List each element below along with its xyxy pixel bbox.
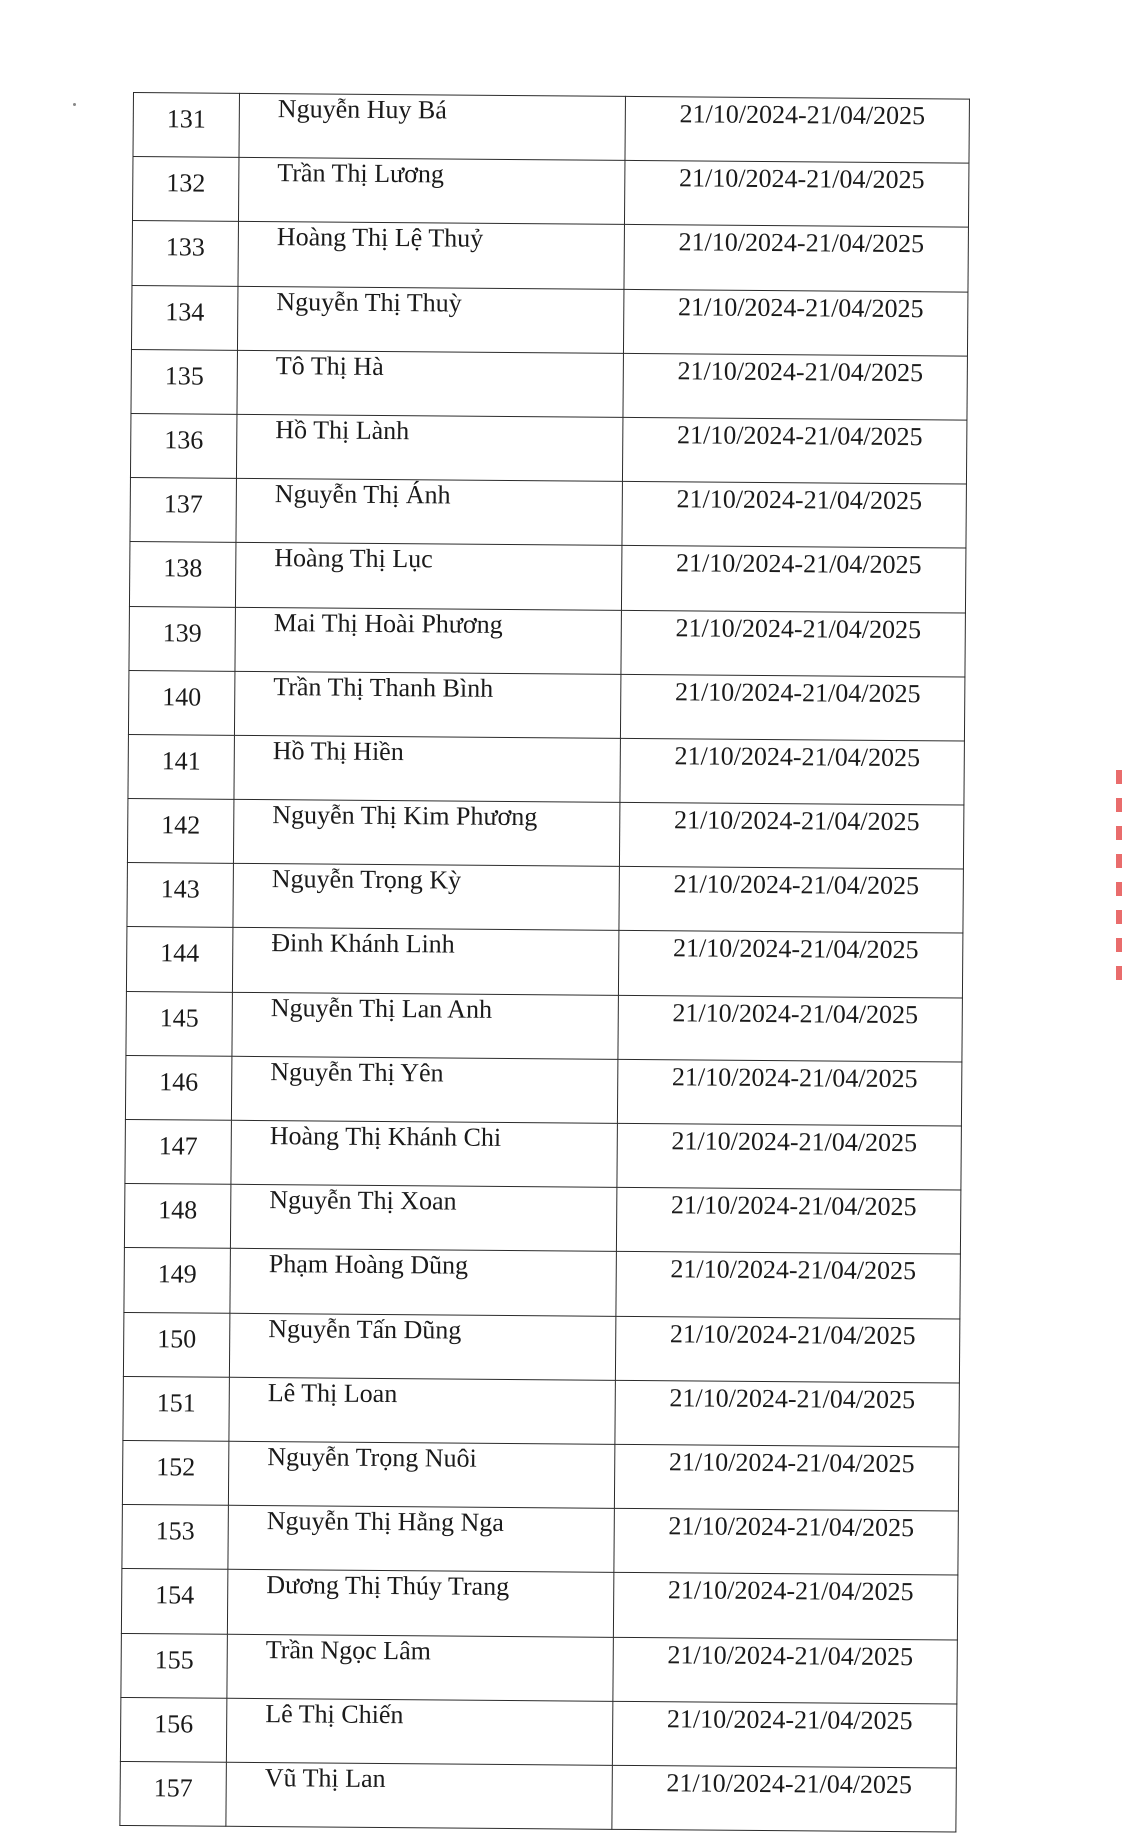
row-number: 139 <box>129 606 236 671</box>
table-row <box>123 1376 959 1447</box>
roster-table-body <box>120 93 970 1833</box>
person-name: Nguyễn Thị Kim Phương <box>233 799 619 866</box>
table-row <box>128 734 964 805</box>
row-number: 144 <box>126 927 233 992</box>
person-name: Mai Thị Hoài Phương <box>235 607 621 674</box>
date-range: 21/10/2024-21/04/2025 <box>621 610 965 677</box>
date-range: 21/10/2024-21/04/2025 <box>620 674 964 741</box>
roster-table <box>119 92 970 1833</box>
row-number: 135 <box>131 349 238 414</box>
date-range: 21/10/2024-21/04/2025 <box>624 225 968 292</box>
person-name: Nguyễn Thị Hằng Nga <box>228 1505 614 1572</box>
table-row <box>121 1569 957 1640</box>
date-range: 21/10/2024-21/04/2025 <box>613 1637 957 1704</box>
table-row <box>129 542 965 613</box>
person-name: Hoàng Thị Khánh Chi <box>231 1120 617 1187</box>
person-name: Hoàng Thị Lục <box>235 543 621 610</box>
table-row <box>129 606 965 677</box>
row-number: 155 <box>121 1633 228 1698</box>
date-range: 21/10/2024-21/04/2025 <box>614 1444 958 1511</box>
row-number: 131 <box>133 93 240 158</box>
date-range: 21/10/2024-21/04/2025 <box>617 1123 961 1190</box>
row-number: 133 <box>132 221 239 286</box>
date-range: 21/10/2024-21/04/2025 <box>618 931 962 998</box>
table-row <box>122 1440 958 1511</box>
person-name: Lê Thị Loan <box>229 1377 615 1444</box>
row-number: 142 <box>127 799 234 864</box>
person-name: Hồ Thị Lành <box>236 414 622 481</box>
person-name: Hồ Thị Hiền <box>234 735 620 802</box>
date-range: 21/10/2024-21/04/2025 <box>619 867 963 934</box>
person-name: Lê Thị Chiến <box>226 1698 612 1765</box>
table-row <box>127 799 963 870</box>
table-row <box>132 157 968 228</box>
row-number: 137 <box>130 478 237 543</box>
row-number: 145 <box>126 991 233 1056</box>
person-name: Vũ Thị Lan <box>226 1762 612 1829</box>
date-range: 21/10/2024-21/04/2025 <box>617 1059 961 1126</box>
row-number: 140 <box>128 670 235 735</box>
person-name: Nguyễn Tấn Dũng <box>229 1313 615 1380</box>
person-name: Nguyễn Thị Thuỳ <box>237 286 623 353</box>
person-name: Nguyễn Thị Xoan <box>230 1184 616 1251</box>
scan-speck <box>73 103 76 106</box>
table-row <box>127 863 963 934</box>
table-row <box>128 670 964 741</box>
table-row <box>121 1633 957 1704</box>
row-number: 132 <box>132 157 239 222</box>
row-number: 151 <box>123 1376 230 1441</box>
date-range: 21/10/2024-21/04/2025 <box>612 1701 956 1768</box>
table-row <box>131 349 967 420</box>
person-name: Nguyễn Trọng Nuôi <box>228 1441 614 1508</box>
row-number: 141 <box>128 734 235 799</box>
person-name: Tô Thị Hà <box>237 350 623 417</box>
table-row <box>125 1055 961 1126</box>
row-number: 152 <box>122 1440 229 1505</box>
table-row <box>133 93 969 164</box>
person-name: Nguyễn Huy Bá <box>239 93 625 160</box>
date-range: 21/10/2024-21/04/2025 <box>616 1188 960 1255</box>
table-row <box>126 927 962 998</box>
date-range: 21/10/2024-21/04/2025 <box>619 802 963 869</box>
table-row <box>122 1505 958 1576</box>
table-row <box>130 413 966 484</box>
table-row <box>124 1248 960 1319</box>
date-range: 21/10/2024-21/04/2025 <box>616 1252 960 1319</box>
date-range: 21/10/2024-21/04/2025 <box>625 96 969 163</box>
date-range: 21/10/2024-21/04/2025 <box>623 289 967 356</box>
person-name: Phạm Hoàng Dũng <box>230 1249 616 1316</box>
date-range: 21/10/2024-21/04/2025 <box>614 1508 958 1575</box>
row-number: 149 <box>124 1248 231 1313</box>
table-row <box>120 1697 956 1768</box>
row-number: 153 <box>122 1505 229 1570</box>
person-name: Nguyễn Thị Yên <box>231 1056 617 1123</box>
date-range: 21/10/2024-21/04/2025 <box>622 481 966 548</box>
table-row <box>120 1761 956 1832</box>
date-range: 21/10/2024-21/04/2025 <box>622 417 966 484</box>
date-range: 21/10/2024-21/04/2025 <box>615 1380 959 1447</box>
row-number: 148 <box>124 1184 231 1249</box>
table-row <box>125 1119 961 1190</box>
table-row <box>130 478 966 549</box>
stamp-edge-mark <box>1116 770 1122 980</box>
person-name: Hoàng Thị Lệ Thuỷ <box>238 222 624 289</box>
row-number: 146 <box>125 1055 232 1120</box>
row-number: 143 <box>127 863 234 928</box>
row-number: 147 <box>125 1119 232 1184</box>
table-row <box>131 285 967 356</box>
date-range: 21/10/2024-21/04/2025 <box>620 738 964 805</box>
date-range: 21/10/2024-21/04/2025 <box>612 1765 956 1832</box>
table-row <box>123 1312 959 1383</box>
person-name: Trần Thị Thanh Bình <box>234 671 620 738</box>
person-name: Nguyễn Thị Ánh <box>236 478 622 545</box>
person-name: Dương Thị Thúy Trang <box>227 1570 613 1637</box>
row-number: 138 <box>129 542 236 607</box>
date-range: 21/10/2024-21/04/2025 <box>615 1316 959 1383</box>
row-number: 157 <box>120 1761 227 1826</box>
date-range: 21/10/2024-21/04/2025 <box>621 546 965 613</box>
table-row <box>132 221 968 292</box>
table-row <box>124 1184 960 1255</box>
date-range: 21/10/2024-21/04/2025 <box>624 161 968 228</box>
person-name: Đinh Khánh Linh <box>232 928 618 995</box>
row-number: 134 <box>131 285 238 350</box>
date-range: 21/10/2024-21/04/2025 <box>618 995 962 1062</box>
date-range: 21/10/2024-21/04/2025 <box>613 1573 957 1640</box>
person-name: Trần Ngọc Lâm <box>227 1634 613 1701</box>
row-number: 150 <box>123 1312 230 1377</box>
date-range: 21/10/2024-21/04/2025 <box>623 353 967 420</box>
row-number: 156 <box>120 1697 227 1762</box>
person-name: Trần Thị Lương <box>238 158 624 225</box>
row-number: 154 <box>121 1569 228 1634</box>
person-name: Nguyễn Trọng Kỳ <box>233 864 619 931</box>
row-number: 136 <box>130 413 237 478</box>
person-name: Nguyễn Thị Lan Anh <box>232 992 618 1059</box>
table-row <box>126 991 962 1062</box>
